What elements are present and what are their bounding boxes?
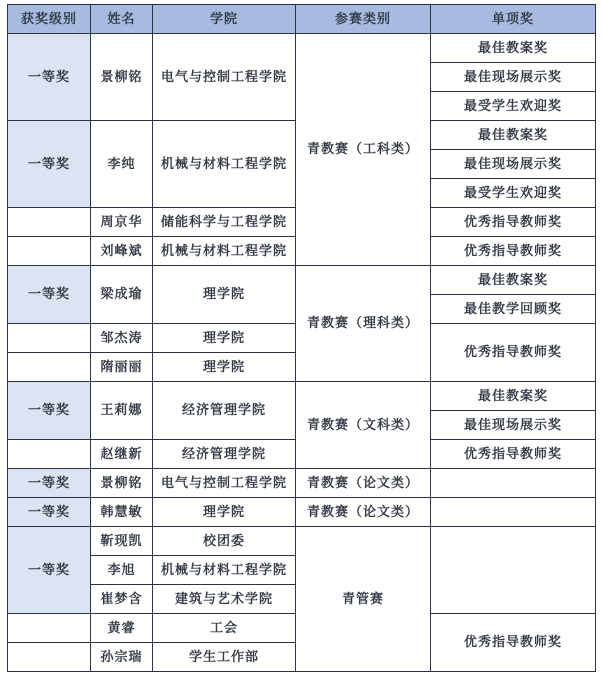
award-cell: 最佳教案奖 bbox=[431, 34, 596, 63]
name-cell: 韩慧敏 bbox=[91, 498, 153, 527]
name-cell: 周京华 bbox=[91, 208, 153, 237]
level-cell bbox=[8, 237, 91, 266]
college-cell: 机械与材料工程学院 bbox=[153, 237, 296, 266]
level-cell: 一等奖 bbox=[8, 382, 91, 440]
header-row bbox=[8, 5, 596, 34]
award-cell: 优秀指导教师奖 bbox=[431, 440, 596, 469]
award-cell: 最佳教学回顾奖 bbox=[431, 295, 596, 324]
level-cell: 一等奖 bbox=[8, 469, 91, 498]
college-cell: 电气与控制工程学院 bbox=[153, 34, 296, 121]
name-cell: 李旭 bbox=[91, 556, 153, 585]
award-cell: 最佳教案奖 bbox=[431, 266, 596, 295]
name-cell: 黄睿 bbox=[91, 614, 153, 643]
college-cell: 机械与材料工程学院 bbox=[153, 556, 296, 585]
college-cell: 机械与材料工程学院 bbox=[153, 121, 296, 208]
award-cell: 优秀指导教师奖 bbox=[431, 208, 596, 237]
award-cell: 最受学生欢迎奖 bbox=[431, 92, 596, 121]
name-cell: 邹杰涛 bbox=[91, 324, 153, 353]
college-cell: 理学院 bbox=[153, 353, 296, 382]
column-header-0: 获奖级别 bbox=[8, 5, 91, 34]
award-cell bbox=[431, 527, 596, 614]
awards-table-header bbox=[8, 5, 596, 34]
category-cell: 青教赛（文科类） bbox=[296, 382, 431, 469]
category-cell: 青教赛（理科类） bbox=[296, 266, 431, 382]
college-cell: 理学院 bbox=[153, 266, 296, 324]
award-cell: 优秀指导教师奖 bbox=[431, 237, 596, 266]
award-cell: 最佳教案奖 bbox=[431, 382, 596, 411]
name-cell: 景柳铭 bbox=[91, 469, 153, 498]
college-cell: 理学院 bbox=[153, 498, 296, 527]
name-cell: 靳现凯 bbox=[91, 527, 153, 556]
table-row-0 bbox=[8, 34, 596, 63]
college-cell: 校团委 bbox=[153, 527, 296, 556]
level-cell: 一等奖 bbox=[8, 498, 91, 527]
level-cell bbox=[8, 324, 91, 353]
level-cell: 一等奖 bbox=[8, 266, 91, 324]
name-cell: 梁成瑜 bbox=[91, 266, 153, 324]
award-cell: 最佳现场展示奖 bbox=[431, 411, 596, 440]
table-row-17 bbox=[8, 527, 596, 556]
name-cell: 刘峰斌 bbox=[91, 237, 153, 266]
level-cell: 一等奖 bbox=[8, 527, 91, 614]
college-cell: 经济管理学院 bbox=[153, 382, 296, 440]
award-cell bbox=[431, 498, 596, 527]
table-row-15 bbox=[8, 469, 596, 498]
college-cell: 学生工作部 bbox=[153, 643, 296, 672]
category-cell: 青教赛（论文类） bbox=[296, 498, 431, 527]
level-cell bbox=[8, 440, 91, 469]
college-cell: 理学院 bbox=[153, 324, 296, 353]
award-cell: 最佳教案奖 bbox=[431, 121, 596, 150]
college-cell: 电气与控制工程学院 bbox=[153, 469, 296, 498]
award-cell bbox=[431, 469, 596, 498]
name-cell: 隋丽丽 bbox=[91, 353, 153, 382]
level-cell: 一等奖 bbox=[8, 34, 91, 121]
table-row-8 bbox=[8, 266, 596, 295]
name-cell: 王莉娜 bbox=[91, 382, 153, 440]
award-cell: 最受学生欢迎奖 bbox=[431, 179, 596, 208]
category-cell: 青教赛（工科类） bbox=[296, 34, 431, 266]
category-cell: 青管赛 bbox=[296, 527, 431, 672]
college-cell: 经济管理学院 bbox=[153, 440, 296, 469]
column-header-3: 参赛类别 bbox=[296, 5, 431, 34]
table-row-12 bbox=[8, 382, 596, 411]
award-cell: 优秀指导教师奖 bbox=[431, 614, 596, 672]
table-row-16 bbox=[8, 498, 596, 527]
award-cell: 最佳现场展示奖 bbox=[431, 63, 596, 92]
award-cell: 优秀指导教师奖 bbox=[431, 324, 596, 382]
award-cell: 最佳现场展示奖 bbox=[431, 150, 596, 179]
category-cell: 青教赛（论文类） bbox=[296, 469, 431, 498]
name-cell: 崔梦含 bbox=[91, 585, 153, 614]
college-cell: 建筑与艺术学院 bbox=[153, 585, 296, 614]
college-cell: 工会 bbox=[153, 614, 296, 643]
level-cell: 一等奖 bbox=[8, 121, 91, 208]
level-cell bbox=[8, 614, 91, 643]
level-cell bbox=[8, 208, 91, 237]
name-cell: 李纯 bbox=[91, 121, 153, 208]
awards-table bbox=[7, 4, 596, 672]
college-cell: 储能科学与工程学院 bbox=[153, 208, 296, 237]
awards-table-body bbox=[8, 34, 596, 672]
name-cell: 孙宗瑞 bbox=[91, 643, 153, 672]
column-header-4: 单项奖 bbox=[431, 5, 596, 34]
column-header-1: 姓名 bbox=[91, 5, 153, 34]
level-cell bbox=[8, 353, 91, 382]
name-cell: 赵继新 bbox=[91, 440, 153, 469]
name-cell: 景柳铭 bbox=[91, 34, 153, 121]
level-cell bbox=[8, 643, 91, 672]
column-header-2: 学院 bbox=[153, 5, 296, 34]
